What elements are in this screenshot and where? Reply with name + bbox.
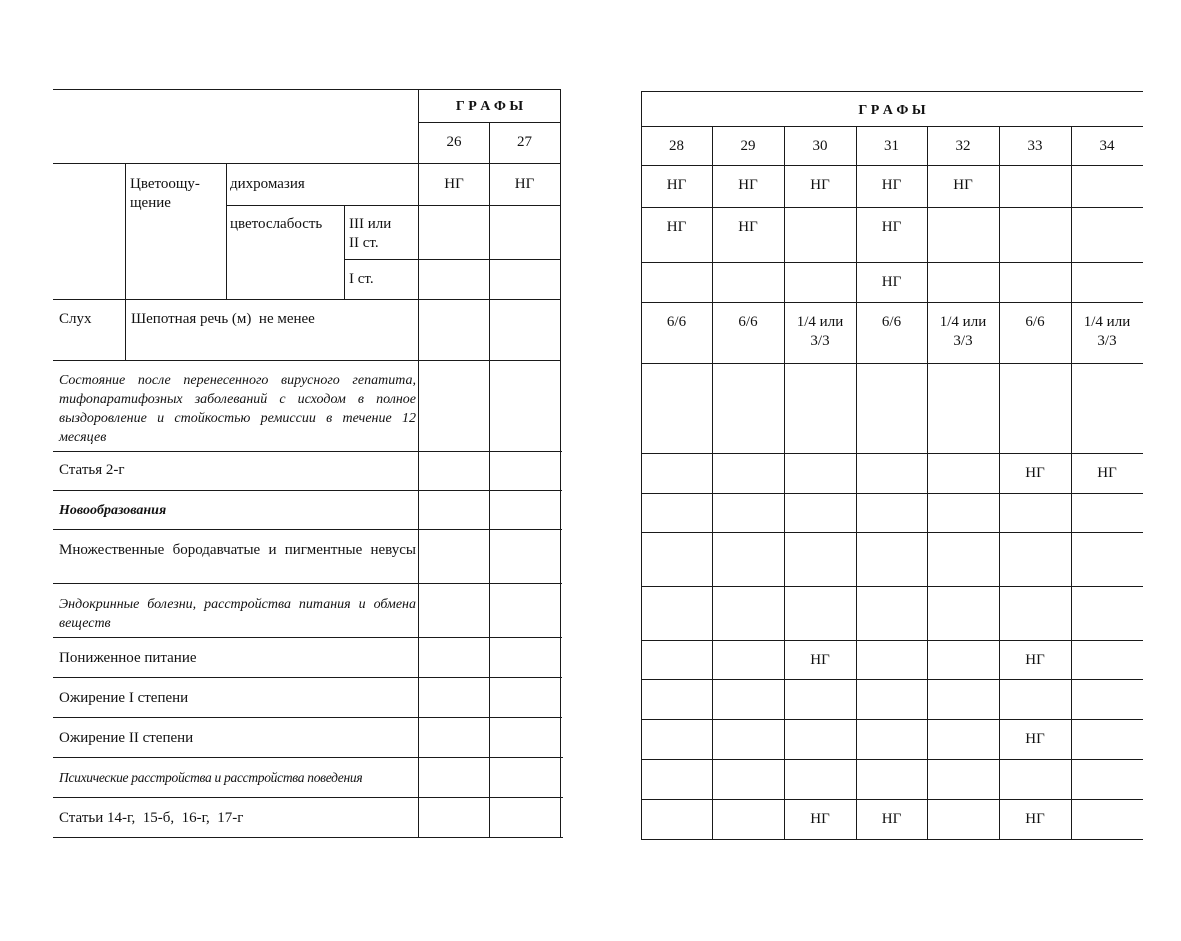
right-header-title: Г Р А Ф Ы [858, 103, 926, 118]
right-cell-r2-c28: НГ [666, 219, 687, 235]
right-cell-r1-c32: НГ [953, 177, 973, 193]
left-cell-dichromasy-27: НГ [514, 176, 535, 192]
left-cell-dichromasy-26: НГ [444, 176, 464, 192]
right-cell-r1-c31: НГ [881, 177, 902, 193]
right-col-31: 31 [884, 138, 899, 154]
right-cell-r14-c31: НГ [881, 811, 902, 827]
right-cell-r6-c33: НГ [1025, 465, 1045, 481]
degree-1-label: I ст. [349, 271, 374, 287]
right-cell-r10-c33: НГ [1025, 652, 1045, 668]
color-weakness-label: цветослабость [230, 216, 323, 232]
right-cell-r4-c28: 6/6 [666, 314, 687, 330]
right-col-33: 33 [1027, 138, 1043, 154]
right-col-32: 32 [955, 138, 971, 154]
right-cell-r4-c29: 6/6 [738, 314, 758, 330]
left-col-26: 26 [446, 134, 462, 150]
article-2g-label: Статья 2-г [59, 462, 125, 478]
right-cell-r4-c33: 6/6 [1025, 314, 1045, 330]
endocrine-label: Эндокринные болезни, расстройства питания и обмена веществ [59, 597, 416, 631]
right-cell-r1-c28: НГ [666, 177, 687, 193]
whisper-label: Шепотная речь (м) не менее [131, 311, 315, 327]
left-col-27: 27 [517, 134, 532, 150]
psych-label: Психические расстройства и расстройства поведения [59, 770, 363, 785]
degree-3-2-label: III или II ст. [349, 216, 392, 251]
right-col-28: 28 [669, 138, 684, 154]
hearing-label: Слух [59, 311, 92, 327]
nevi-label: Множественные бородавчатые и пигментные невусы [59, 542, 416, 558]
right-cell-r14-c30: НГ [810, 811, 830, 827]
color-perception-label: Цветоощу- щение [130, 176, 200, 211]
right-cell-r1-c30: НГ [810, 177, 830, 193]
right-cell-r14-c33: НГ [1025, 811, 1045, 827]
obesity-2-label: Ожирение II степени [59, 730, 194, 746]
right-cell-r12-c33: НГ [1025, 731, 1045, 747]
right-cell-r1-c29: НГ [738, 177, 758, 193]
low-nutrition-label: Пониженное питание [59, 650, 197, 666]
right-cell-r4-c32: 1/4 или 3/3 [939, 314, 987, 349]
articles-14-label: Статьи 14-г, 15-б, 16-г, 17-г [59, 810, 244, 826]
right-cell-r4-c34: 1/4 или 3/3 [1083, 314, 1131, 349]
right-cell-r4-c31: 6/6 [881, 314, 902, 330]
neoplasms-label: Новообразования [59, 503, 167, 518]
right-col-34: 34 [1099, 138, 1115, 154]
dichromasy-label: дихромазия [230, 176, 305, 192]
right-cell-r4-c30: 1/4 или 3/3 [796, 314, 844, 349]
hepatitis-label: Состояние после перенесенного вирусного гепатита, тифопаратифозных заболеваний с исходом в полное выздоровление и стойкостью ремиссии в течение 12 месяцев [59, 373, 416, 445]
right-cell-r10-c30: НГ [810, 652, 830, 668]
right-col-29: 29 [740, 138, 756, 154]
right-cell-r2-c29: НГ [738, 219, 758, 235]
right-cell-r6-c34: НГ [1097, 465, 1117, 481]
left-header-title: Г Р А Ф Ы [455, 99, 524, 114]
right-col-30: 30 [812, 138, 828, 154]
right-cell-r3-c31: НГ [881, 274, 902, 290]
obesity-1-label: Ожирение I степени [59, 690, 189, 706]
right-cell-r2-c31: НГ [881, 219, 902, 235]
